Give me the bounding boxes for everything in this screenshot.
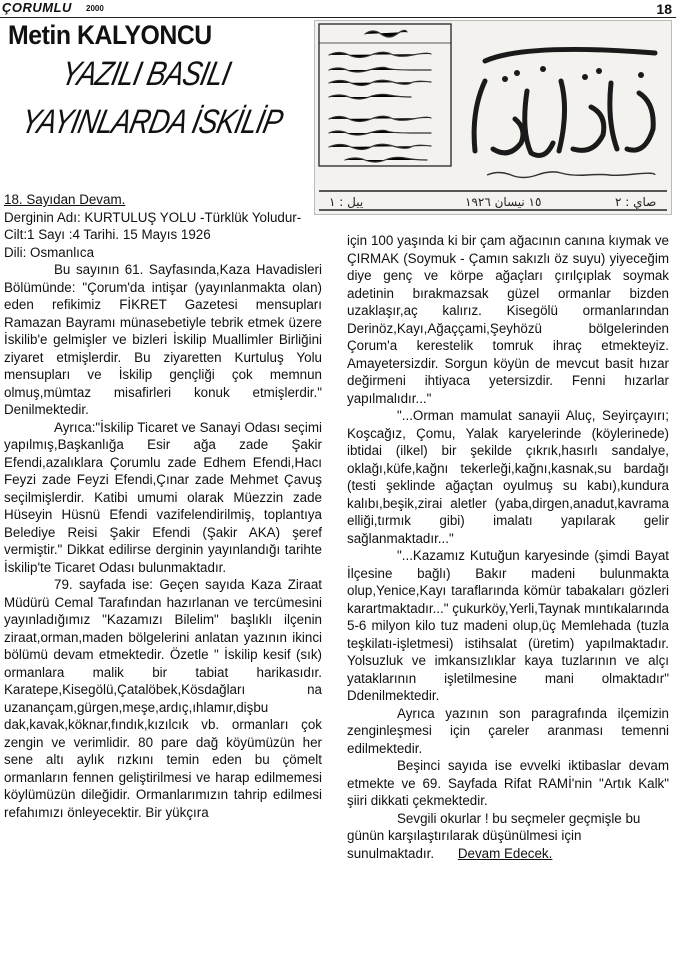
page-number: 18	[656, 1, 672, 17]
article-paragraph: Beşinci sayıda ise evvelki iktibaslar devam etmekte ve 69. Sayfada Rifat RAMİ'nin "Artık Kalk" şiiri dikkati çekmektedir.	[347, 758, 669, 808]
article-right-column	[347, 232, 669, 862]
magazine-volume-date: Cilt:1 Sayı :4 Tarihi. 15 Mayıs 1926	[4, 227, 211, 242]
magazine-name: Derginin Adı: KURTULUŞ YOLU -Türklük Yoludur-	[4, 209, 302, 225]
article-paragraph: "...Kazamız Kutuğun karyesinde (şimdi Bayat İlçesine bağlı) Bakır madeni bulunmakta olup,Yenice,Kayı taraflarında kömür tabakaları gözleri karartmaktadır..." çukurköy,Yerli,Taynak mıntıkalarında 5-6 milyon kilo tuz madeni olup,üç Memlehada (tuzla teşkilatı-işletmesi) istihsalat (üretim) yapılmaktadır. Yolsuzluk ve imkansızlıklar kaya tuzlarının ve alçı yataklarının işletilmesine mani olmaktadır" Ddenilmektedir.	[347, 548, 669, 703]
article-paragraph: Ayrıca:"İskilip Ticaret ve Sanayi Odası seçimi yapılmış,Başkanlığa Esir ağa zade Şakir Efendi,azalıklara Çorumlu zade Edhem Efendi,Hacı Feyzi zade Feyzi Efendi,Çınar zade Mehmet Çavuş seçilmişlerdir. Katibi umumi olarak Müezzin zade Hüseyin Hüsnü Efendi vazifelendirilmiş, toplantıya Belediye Reisi Şakir Efendi (Şakir AKA) şeref vermiştir." Dikkat edilirse derginin yayınlandığı tarihte İskilip'te Ticaret Odası bulunmaktadır.	[4, 419, 322, 575]
article-paragraph: 79. sayfada ise: Geçen sayıda Kaza Ziraat Müdürü Cemal Tarafından hazırlanan ve tercümesini yayınladığımız "Kazamızı Bilelim" başlıklı ilçenin ziraat,orman,maden bölgelerini anlatan yazının ikinci bölümü devam etmektedir. Özetle " İskilip kesif (sık) ormanlara malik bir tabiat harikasıdır. Karatepe,Kisegölü,Çatalöbek,Kösdağları na uzanançam,gürgen,meşe,ardıç,ıhlamır,dişbu dak,kavak,köknar,fındık,kızılcık vb. ormanları çok zengin ve verimlidir. 80 pare dağ köyümüzün her sene altı aylık rızkını temin eden bu çömelt ormanların fennen geliştirilmesi ve harap edilmemesi köylümüzün dileğidir. Ormanlarımızın tahrip edilmesi refahımızı önleyecektir. Bir yükçıra	[4, 577, 322, 820]
clipping-issue-left: صاي : ٢	[615, 195, 657, 209]
article-left-column	[4, 191, 322, 821]
article-paragraph: "...Orman mamulat sanayii Aluç, Seyirçayırı; Koşcağız, Çomu, Yalak karyelerinde (köylerinede) ibtidai (ilkel) bir şekilde çıkrık,hasırlı sandalye, oklağı,küfe,kağnı tekerleği,kağnı,kasnak,su bardağı (testi şeklinde ağaçtan oyulmuş su kabı),kundura kalıbı,beşik,zirai aletler (yaba,dirgen,anadut,kavrama elliği,tırmık gibi) imalatı yapılarak gelir sağlanmaktadır..."	[347, 408, 669, 546]
ottoman-masthead-illustration	[315, 21, 671, 214]
masthead: ÇORUMLU	[2, 0, 72, 15]
author-name: Metin KALYONCU	[8, 20, 212, 50]
newspaper-clipping-image	[314, 20, 672, 215]
continued-note: Devam Edecek.	[457, 845, 553, 861]
article-paragraph: için 100 yaşında ki bir çam ağacının canına kıymak ve ÇIRMAK (Soymuk - Çamın sakızlı öz suyu) yiyeceğim diye genç ve körpe ağaçları çırılçıplak soymak adetinin bırakmazsak güzel ormanlar bizden uzaklaşır,aç kalırız. Kisegölü ormanlarından Derinöz,Kayı,Ağaççami,Şeyhözü bölgelerinden Çorum'a kerestelik tomruk ihraç etmekteyiz. Amayetersizdir. Sorgun köyün de mevcut basit hızar değirmeni ihtiyaca yetersizdir. Fenni hızarlar yapılmalıdır..."	[347, 233, 669, 406]
article-paragraph: Bu sayının 61. Sayfasında,Kaza Havadisleri Bölümünde: "Çorum'da intişar (yayınlanmakta olan) eden refikimiz FİKRET Gazetesi mensupları Ramazan Bayramı münasebetiyle tebrik etmek üzere İskilib'e gelmişler ve bizleri İskilip Muallimler Birliğini ziyaret etmişlerdir. Bu ziyaretten Kurtuluş Yolu mensupları ve İskilip gençliği çok memnun olmuş,mümtaz misafirleri konuk etmişlerdir." Denilmektedir.	[4, 262, 322, 417]
article-paragraph: Ayrıca yazının son paragrafında ilçemizin zenginleşmesi için çareler aranması temenni edilmektedir.	[347, 705, 669, 756]
magazine-language: Dili: Osmanlıca	[4, 244, 95, 260]
clipping-issue-right: ييل : ١	[329, 195, 364, 209]
closing-text: Sevgili okurlar ! bu seçmeler geçmişle bu günün karşılaştırılarak düşünülmesi için sunulmaktadır.	[347, 810, 641, 861]
article-title-line2: YAYINLARDA İSKİLİP	[17, 103, 286, 141]
article-title-line1: YAZILI BASILI	[57, 55, 234, 93]
clipping-date: ١٥ نيسان ١٩٢٦	[465, 195, 542, 209]
article-paragraph	[347, 810, 669, 863]
masthead-year: 2000	[86, 4, 104, 13]
continued-from-note: 18. Sayıdan Devam.	[4, 192, 126, 207]
header-rule	[0, 17, 676, 18]
